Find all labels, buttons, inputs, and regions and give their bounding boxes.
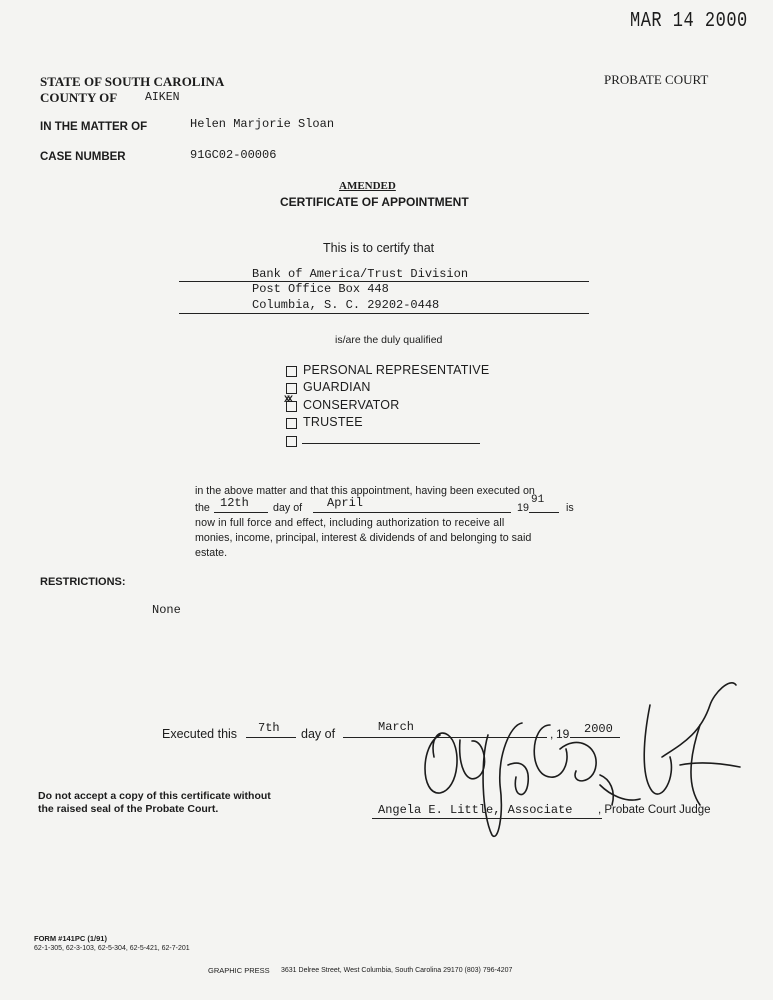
execution-the: the: [195, 502, 210, 514]
role-other-line: [302, 443, 480, 444]
date-stamp: MAR 14 2000: [630, 9, 748, 34]
execution-year-value: 91: [531, 494, 545, 506]
appointee-underline-2: [179, 313, 589, 314]
matter-value: Helen Marjorie Sloan: [190, 117, 335, 131]
checkbox-other[interactable]: [286, 436, 297, 447]
role-conservator-label: CONSERVATOR: [303, 398, 400, 412]
seal-warning-line-1: Do not accept a copy of this certificate without: [38, 790, 271, 802]
restrictions-value: None: [152, 603, 181, 617]
role-trustee-label: TRUSTEE: [303, 415, 363, 429]
execution-text-4: estate.: [195, 547, 228, 559]
form-number: FORM #141PC (1/91): [34, 934, 107, 943]
signature-image: [400, 665, 760, 850]
execution-text-3: monies, income, principal, interest & dividends of and belonging to said: [195, 532, 532, 544]
executed-comma: ,: [550, 727, 554, 741]
checkbox-personal-representative[interactable]: [286, 366, 297, 377]
appointee-line-2: Post Office Box 448: [252, 282, 389, 296]
appointee-line-3: Columbia, S. C. 29202-0448: [252, 298, 440, 312]
county-value: AIKEN: [145, 91, 180, 104]
printer-name: GRAPHIC PRESS: [208, 966, 270, 975]
execution-is: is: [566, 502, 574, 514]
executed-day-value: 7th: [258, 721, 280, 735]
appointee-line-1: Bank of America/Trust Division: [252, 267, 469, 281]
execution-day-value: 12th: [220, 496, 249, 510]
amended-label: AMENDED: [339, 180, 396, 192]
execution-day-line: [214, 512, 268, 513]
certify-intro: This is to certify that: [323, 241, 435, 255]
certificate-title: CERTIFICATE OF APPOINTMENT: [280, 195, 469, 209]
seal-warning-line-2: the raised seal of the Probate Court.: [38, 803, 219, 815]
executed-label: Executed this: [162, 727, 238, 741]
county-label: COUNTY OF: [40, 90, 118, 105]
execution-month-line: [313, 512, 511, 513]
execution-day-of: day of: [273, 502, 303, 514]
case-number-value: 91GC02-00006: [190, 148, 277, 162]
executed-year-value: 2000: [584, 722, 613, 736]
signature-line: [372, 818, 602, 819]
printer-address: 3631 Delree Street, West Columbia, South Carolina 29170 (803) 796-4207: [281, 967, 513, 974]
signer-title: , Probate Court Judge: [598, 804, 711, 816]
conservator-checkmark: XX: [284, 395, 291, 406]
court-label: PROBATE COURT: [604, 72, 709, 87]
execution-text-1: in the above matter and that this appointment, having been executed on: [195, 485, 535, 497]
signer-name: Angela E. Little, Associate: [378, 803, 573, 817]
checkbox-guardian[interactable]: [286, 383, 297, 394]
checkbox-trustee[interactable]: [286, 418, 297, 429]
state-label: STATE OF SOUTH CAROLINA: [40, 74, 225, 89]
executed-month-value: March: [378, 720, 415, 734]
execution-year-prefix: 19: [517, 502, 529, 514]
statute-codes: 62-1-305, 62-3-103, 62-5-304, 62-5-421, 62-7-201: [34, 945, 190, 952]
executed-year-prefix: 19: [556, 727, 570, 741]
execution-year-line: [529, 512, 559, 513]
matter-label: IN THE MATTER OF: [40, 121, 148, 133]
execution-month-value: April: [327, 496, 364, 510]
qualified-text: is/are the duly qualified: [335, 334, 443, 346]
restrictions-label: RESTRICTIONS:: [40, 576, 126, 588]
case-number-label: CASE NUMBER: [40, 151, 126, 163]
role-personal-representative-label: PERSONAL REPRESENTATIVE: [303, 363, 490, 377]
execution-text-2: now in full force and effect, including authorization to receive all: [195, 517, 505, 529]
executed-day-line: [246, 737, 296, 738]
role-guardian-label: GUARDIAN: [303, 380, 371, 394]
executed-day-of: day of: [301, 727, 336, 741]
